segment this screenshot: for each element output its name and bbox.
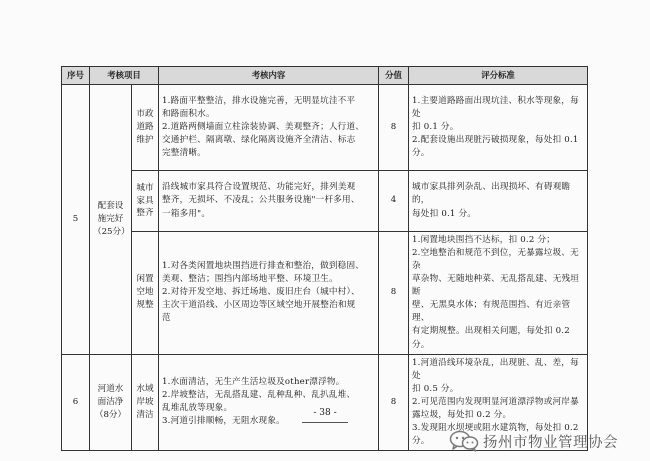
content-line: 主次干道沿线、小区周边等区域空地开展整治和规 (162, 300, 356, 311)
standard-line: 扣 0.5 分。 (412, 383, 459, 394)
header-standard: 评分标准 (409, 67, 588, 85)
standard-line: 有定期规整。出现相关问题，每处扣 0.2 分。 (412, 326, 570, 350)
category-line: 面洁净 (97, 396, 124, 407)
content-line: 整齐，无损坏、不凌乱；公共服务设施"一杆多用、 (162, 195, 360, 206)
subcategory-line: 道路 (136, 122, 154, 133)
header-item: 考核项目 (90, 67, 159, 85)
content-line: 1.水面清洁，无生产生活垃圾及other漂浮物。 (162, 377, 345, 388)
category-line: 施完好 (97, 213, 124, 224)
header-no: 序号 (62, 67, 90, 85)
subcategory-cell (132, 232, 159, 355)
content-line: 范 (162, 313, 171, 324)
subcategory-line: 清洁 (136, 409, 154, 420)
standard-line: 城市家具排列杂乱、出现损坏、有碍观瞻的， (412, 182, 571, 206)
header-content: 考核内容 (159, 67, 379, 85)
subcategory-line: 水域 (136, 383, 154, 394)
content-line: 1.对各类闲置地块围挡进行排查和整治，做到稳固、 (162, 261, 365, 272)
score-cell: 8 (379, 85, 409, 171)
standard-line: 壁、无黑臭水体；有规范围挡、有近亲管理、 (412, 300, 571, 324)
content-cell (159, 232, 379, 355)
header-score: 分值 (379, 67, 409, 85)
standard-cell (409, 171, 588, 232)
standard-line: 2.空地整治和规范不到位，无暴露垃圾、无杂 (412, 248, 579, 272)
row-number: 6 (62, 354, 90, 450)
standard-line: 2.可见范围内发现明显河道漂浮物或河岸暴 (412, 396, 579, 407)
content-line: 完整清晰。 (162, 148, 206, 159)
table-row (62, 232, 588, 355)
category-line: （8分） (94, 409, 127, 420)
content-line: 2.岸坡整洁，无乱搭乱建、乱种乱种、乱扒乱堆、 (162, 390, 356, 401)
row-number: 5 (62, 85, 90, 355)
content-cell (159, 85, 379, 171)
standard-line: 露垃圾，每处扣 0.2 分。 (412, 409, 512, 420)
subcategory-line: 整齐 (136, 208, 154, 219)
standard-line: 2.配套设施出现脏污破损现象，每处扣 0.1 分。 (412, 135, 579, 159)
content-cell (159, 354, 379, 450)
subcategory-cell (132, 354, 159, 450)
subcategory-line: 岸坡 (136, 396, 154, 407)
standard-line: 每处扣 0.1 分。 (412, 208, 477, 219)
standard-line: 扣 0.1 分。 (412, 121, 459, 132)
subcategory-cell (132, 85, 159, 171)
content-line: 沿线城市家具符合设置规范、功能完好，排列美观 (162, 182, 356, 193)
category-line: 河道水 (97, 383, 124, 394)
content-line: 一箱多用"。 (162, 208, 211, 219)
subcategory-line: 维护 (136, 134, 154, 145)
watermark-text: 扬州市物业管理协会 (483, 434, 618, 451)
subcategory-line: 家具 (136, 195, 154, 206)
score-cell: 4 (379, 171, 409, 232)
table-row (62, 85, 588, 171)
subcategory-line: 城市 (136, 182, 154, 193)
content-line: 美观、整洁；围挡内部场地平整、环境卫生。 (162, 274, 338, 285)
content-line: 交通护栏、隔离墩、绿化隔离设施齐全清洁、标志 (162, 135, 356, 146)
page-number: - 38 - (313, 408, 337, 418)
wechat-icon (449, 430, 479, 452)
category-cell (90, 354, 132, 450)
content-line: 3.河道引排顺畅，无阻水现象。 (162, 416, 285, 427)
page-number-rule (302, 422, 348, 423)
standard-line: 草杂物、无随地种菜、无乱搭乱建、无残垣断 (412, 274, 580, 298)
score-cell: 8 (379, 354, 409, 450)
content-cell (159, 171, 379, 232)
watermark (449, 428, 618, 454)
standard-line: 1.闲置地块围挡不达标，扣 0.2 分； (412, 235, 556, 245)
assessment-table (61, 66, 588, 451)
content-line: 和路面积水。 (162, 108, 215, 119)
category-line: （25分） (93, 226, 130, 237)
table-header-row (62, 67, 588, 85)
subcategory-line: 空地 (136, 287, 154, 298)
content-line: 1.路面平整整洁，排水设施完善，无明显坑洼不平 (162, 95, 356, 106)
standard-line: 1.河道沿线环境杂乱，出现脏、乱、差，每处 (412, 357, 579, 381)
standard-line: 1.主要道路路面出现坑洼、积水等现象，每处 (412, 95, 579, 119)
subcategory-line: 市政 (136, 109, 154, 120)
content-line: 乱堆乱放等现象。 (162, 403, 233, 414)
content-line: 2.对待开发空地、拆迁场地、废旧庄台（城中村）、 (162, 287, 360, 298)
standard-line: 3.发现阻水坝埂或阻水建筑物，每处扣 0.2 分。 (412, 422, 579, 446)
score-cell: 8 (379, 232, 409, 355)
standard-cell (409, 85, 588, 171)
subcategory-cell (132, 171, 159, 232)
category-line: 配套设 (97, 200, 124, 211)
subcategory-line: 闲置 (136, 274, 154, 285)
standard-cell (409, 232, 588, 355)
category-cell (90, 85, 132, 355)
subcategory-line: 规整 (136, 300, 154, 311)
table-row (62, 171, 588, 232)
content-line: 2.道路两侧墙面立柱涂装协调、美观整齐；人行道、 (162, 121, 365, 132)
